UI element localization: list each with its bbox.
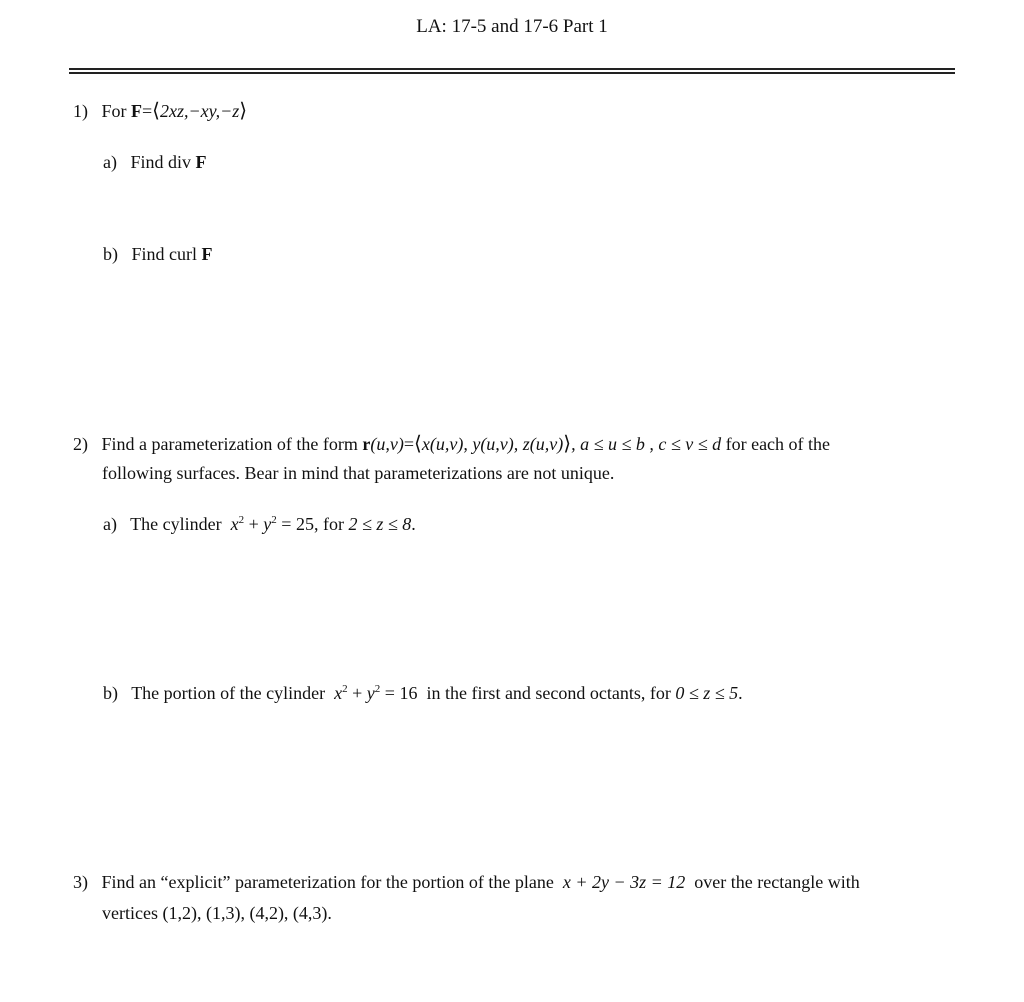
right-angle: ⟩ [563,433,572,455]
part-label: b) [103,244,118,264]
part-text-2: , for [313,514,344,534]
var-y: y [263,514,272,534]
exponent: 2 [238,514,245,526]
question-number: 3) [73,872,88,892]
question-3-text: Find an “explicit” parameterization for the portion of the plane [101,872,554,892]
part-label: b) [103,683,118,703]
part-text: Find curl [131,244,197,264]
left-angle: ⟨ [414,433,422,455]
question-number: 1) [73,101,88,121]
part-text: Find div [130,152,191,172]
question-1 [73,100,247,122]
field-components: 2xz,−xy,−z [159,101,240,121]
header-rule-bottom [69,72,955,74]
vector-r: r [362,434,371,454]
exponent: 2 [342,683,348,695]
period: . [411,514,416,534]
vector-f: F [131,101,143,121]
z-range: 0 ≤ z ≤ 5 [675,683,739,703]
question-1-prefix: For [101,101,127,121]
question-2a [103,513,416,535]
part-text-2: in the first and second octants, for [426,683,671,703]
question-2b [103,682,743,704]
exponent: 2 [271,514,277,526]
part-text: The portion of the cylinder [131,683,326,703]
vertices-list: (1,2), (1,3), (4,2), (4,3) [162,903,328,923]
components: x(u,v), y(u,v), z(u,v) [421,434,564,454]
r-args: (u,v) [370,434,404,454]
equals-sign: = [142,101,153,121]
question-2-line-2: following surfaces. Bear in mind that parameterizations are not unique. [102,463,615,483]
question-3-text-2: over the rectangle with [694,872,860,892]
question-1b [103,243,213,265]
rhs: = 16 [380,683,418,703]
question-3-line-1 [73,871,860,893]
left-angle: ⟨ [152,100,160,122]
z-range: 2 ≤ z ≤ 8 [348,514,412,534]
page-title: LA: 17-5 and 17-6 Part 1 [416,16,608,37]
plus: + [347,683,367,703]
plane-equation: x + 2y − 3z = 12 [562,872,686,892]
var-x: x [334,683,343,703]
period: . [738,683,743,703]
vector-f: F [195,152,207,172]
question-3-line-2 [102,902,332,924]
rhs: = 25 [276,514,314,534]
var-x: x [230,514,239,534]
question-number: 2) [73,434,88,454]
equals-sign: = [403,434,415,454]
period: . [327,903,332,923]
question-1a [103,151,207,173]
exponent: 2 [374,683,381,695]
question-2-prefix: Find a parameterization of the form [101,434,358,454]
vertices-label: vertices [102,903,158,923]
var-y: y [366,683,375,703]
header-rule-top [69,68,955,70]
part-label: a) [103,514,117,534]
vector-f: F [201,244,213,264]
question-2-line-1 [73,433,830,455]
part-label: a) [103,152,117,172]
parameter-ranges: , a ≤ u ≤ b , c ≤ v ≤ d [571,434,722,454]
part-text: The cylinder [130,514,222,534]
plus: + [244,514,264,534]
right-angle: ⟩ [239,100,248,122]
question-2-suffix: for each of the [725,434,831,454]
